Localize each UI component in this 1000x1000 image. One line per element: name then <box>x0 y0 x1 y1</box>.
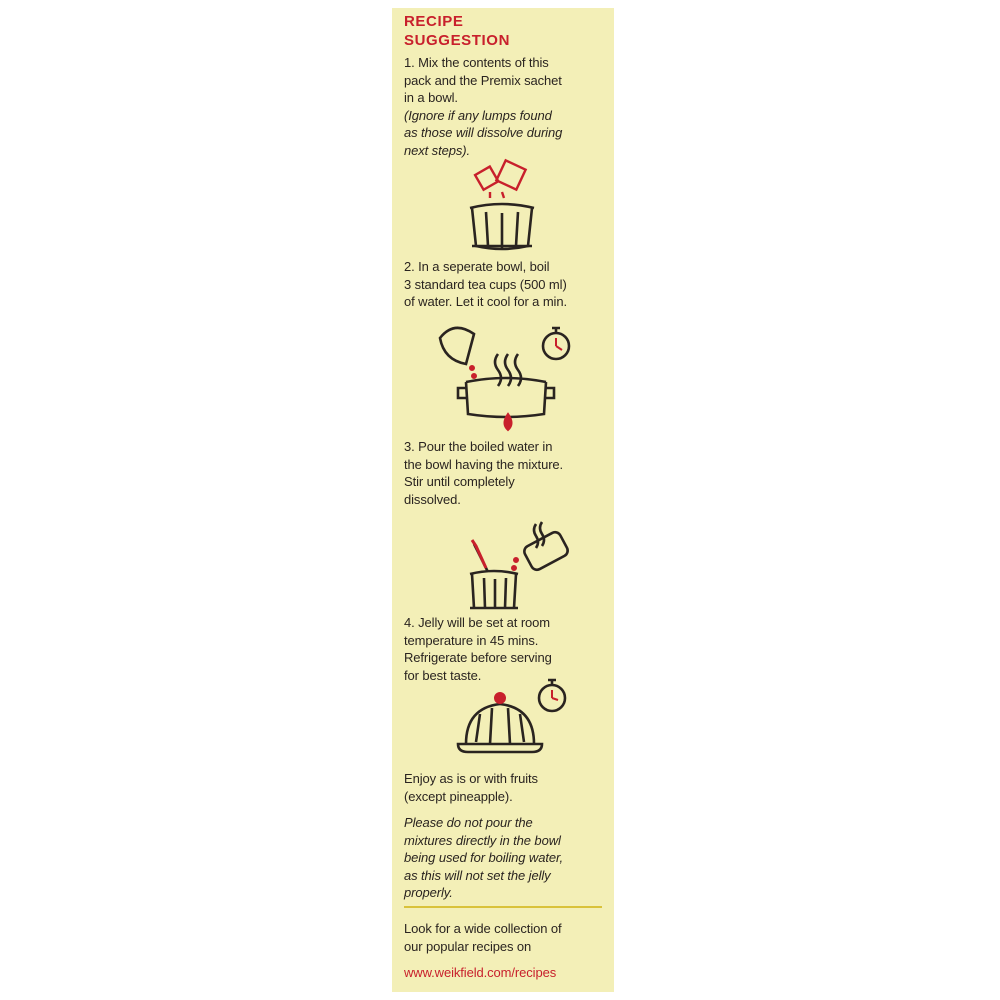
title-line-2: SUGGESTION <box>404 32 511 49</box>
footer-text <box>404 920 562 955</box>
step-1-text <box>404 54 562 159</box>
stirring-bowl-with-kettle-icon <box>466 516 586 616</box>
enjoy-line: Enjoy as is or with fruits <box>404 771 538 786</box>
step-4-line: 4. Jelly will be set at room <box>404 615 551 630</box>
step-3-text <box>404 438 563 508</box>
step-2-line: 2. In a seperate bowl, boil <box>404 259 550 274</box>
footer-line: Look for a wide collection of <box>404 921 562 936</box>
step-4-line: for best taste. <box>404 667 482 683</box>
warning-line: mixtures directly in the bowl <box>404 832 561 848</box>
warning-line: being used for boiling water, <box>404 850 563 865</box>
step-2-line: 3 standard tea cups (500 ml) <box>404 276 567 292</box>
enjoy-text <box>404 770 538 805</box>
step-2-line: of water. Let it cool for a min. <box>404 294 567 309</box>
title-line-1: RECIPE <box>404 13 464 30</box>
warning-line: properly. <box>404 885 453 900</box>
step-1-line: pack and the Premix sachet <box>404 72 562 88</box>
step-3-line: the bowl having the mixture. <box>404 456 564 472</box>
recipe-panel <box>392 8 614 992</box>
step-1-note-line: as those will dissolve during <box>404 125 563 140</box>
step-1-note-line: (Ignore if any lumps found <box>404 107 552 123</box>
step-1-line: in a bowl. <box>404 90 458 105</box>
step-4-line: temperature in 45 mins. <box>404 632 539 648</box>
recipes-link[interactable]: www.weikfield.com/recipes <box>404 965 557 980</box>
step-1-note-line: next steps). <box>404 142 470 158</box>
step-3-line: dissolved. <box>404 491 461 507</box>
pouring-into-pot-on-flame-icon <box>436 316 586 436</box>
warning-line: as this will not set the jelly <box>404 867 551 883</box>
step-4-line: Refrigerate before serving <box>404 650 552 665</box>
step-2-text <box>404 258 567 311</box>
footer-line: our popular recipes on <box>404 938 532 954</box>
warning-line: Please do not pour the <box>404 815 533 830</box>
step-3-line: Stir until completely <box>404 474 515 489</box>
divider <box>404 906 602 908</box>
bowl-with-sachets-icon <box>462 160 542 255</box>
enjoy-line: (except pineapple). <box>404 788 513 804</box>
warning-text <box>404 814 563 902</box>
recipe-title <box>404 12 510 50</box>
step-3-line: 3. Pour the boiled water in <box>404 439 553 454</box>
jelly-mould-with-timer-icon <box>452 678 582 768</box>
step-4-text <box>404 614 552 684</box>
step-1-line: 1. Mix the contents of this <box>404 55 549 70</box>
